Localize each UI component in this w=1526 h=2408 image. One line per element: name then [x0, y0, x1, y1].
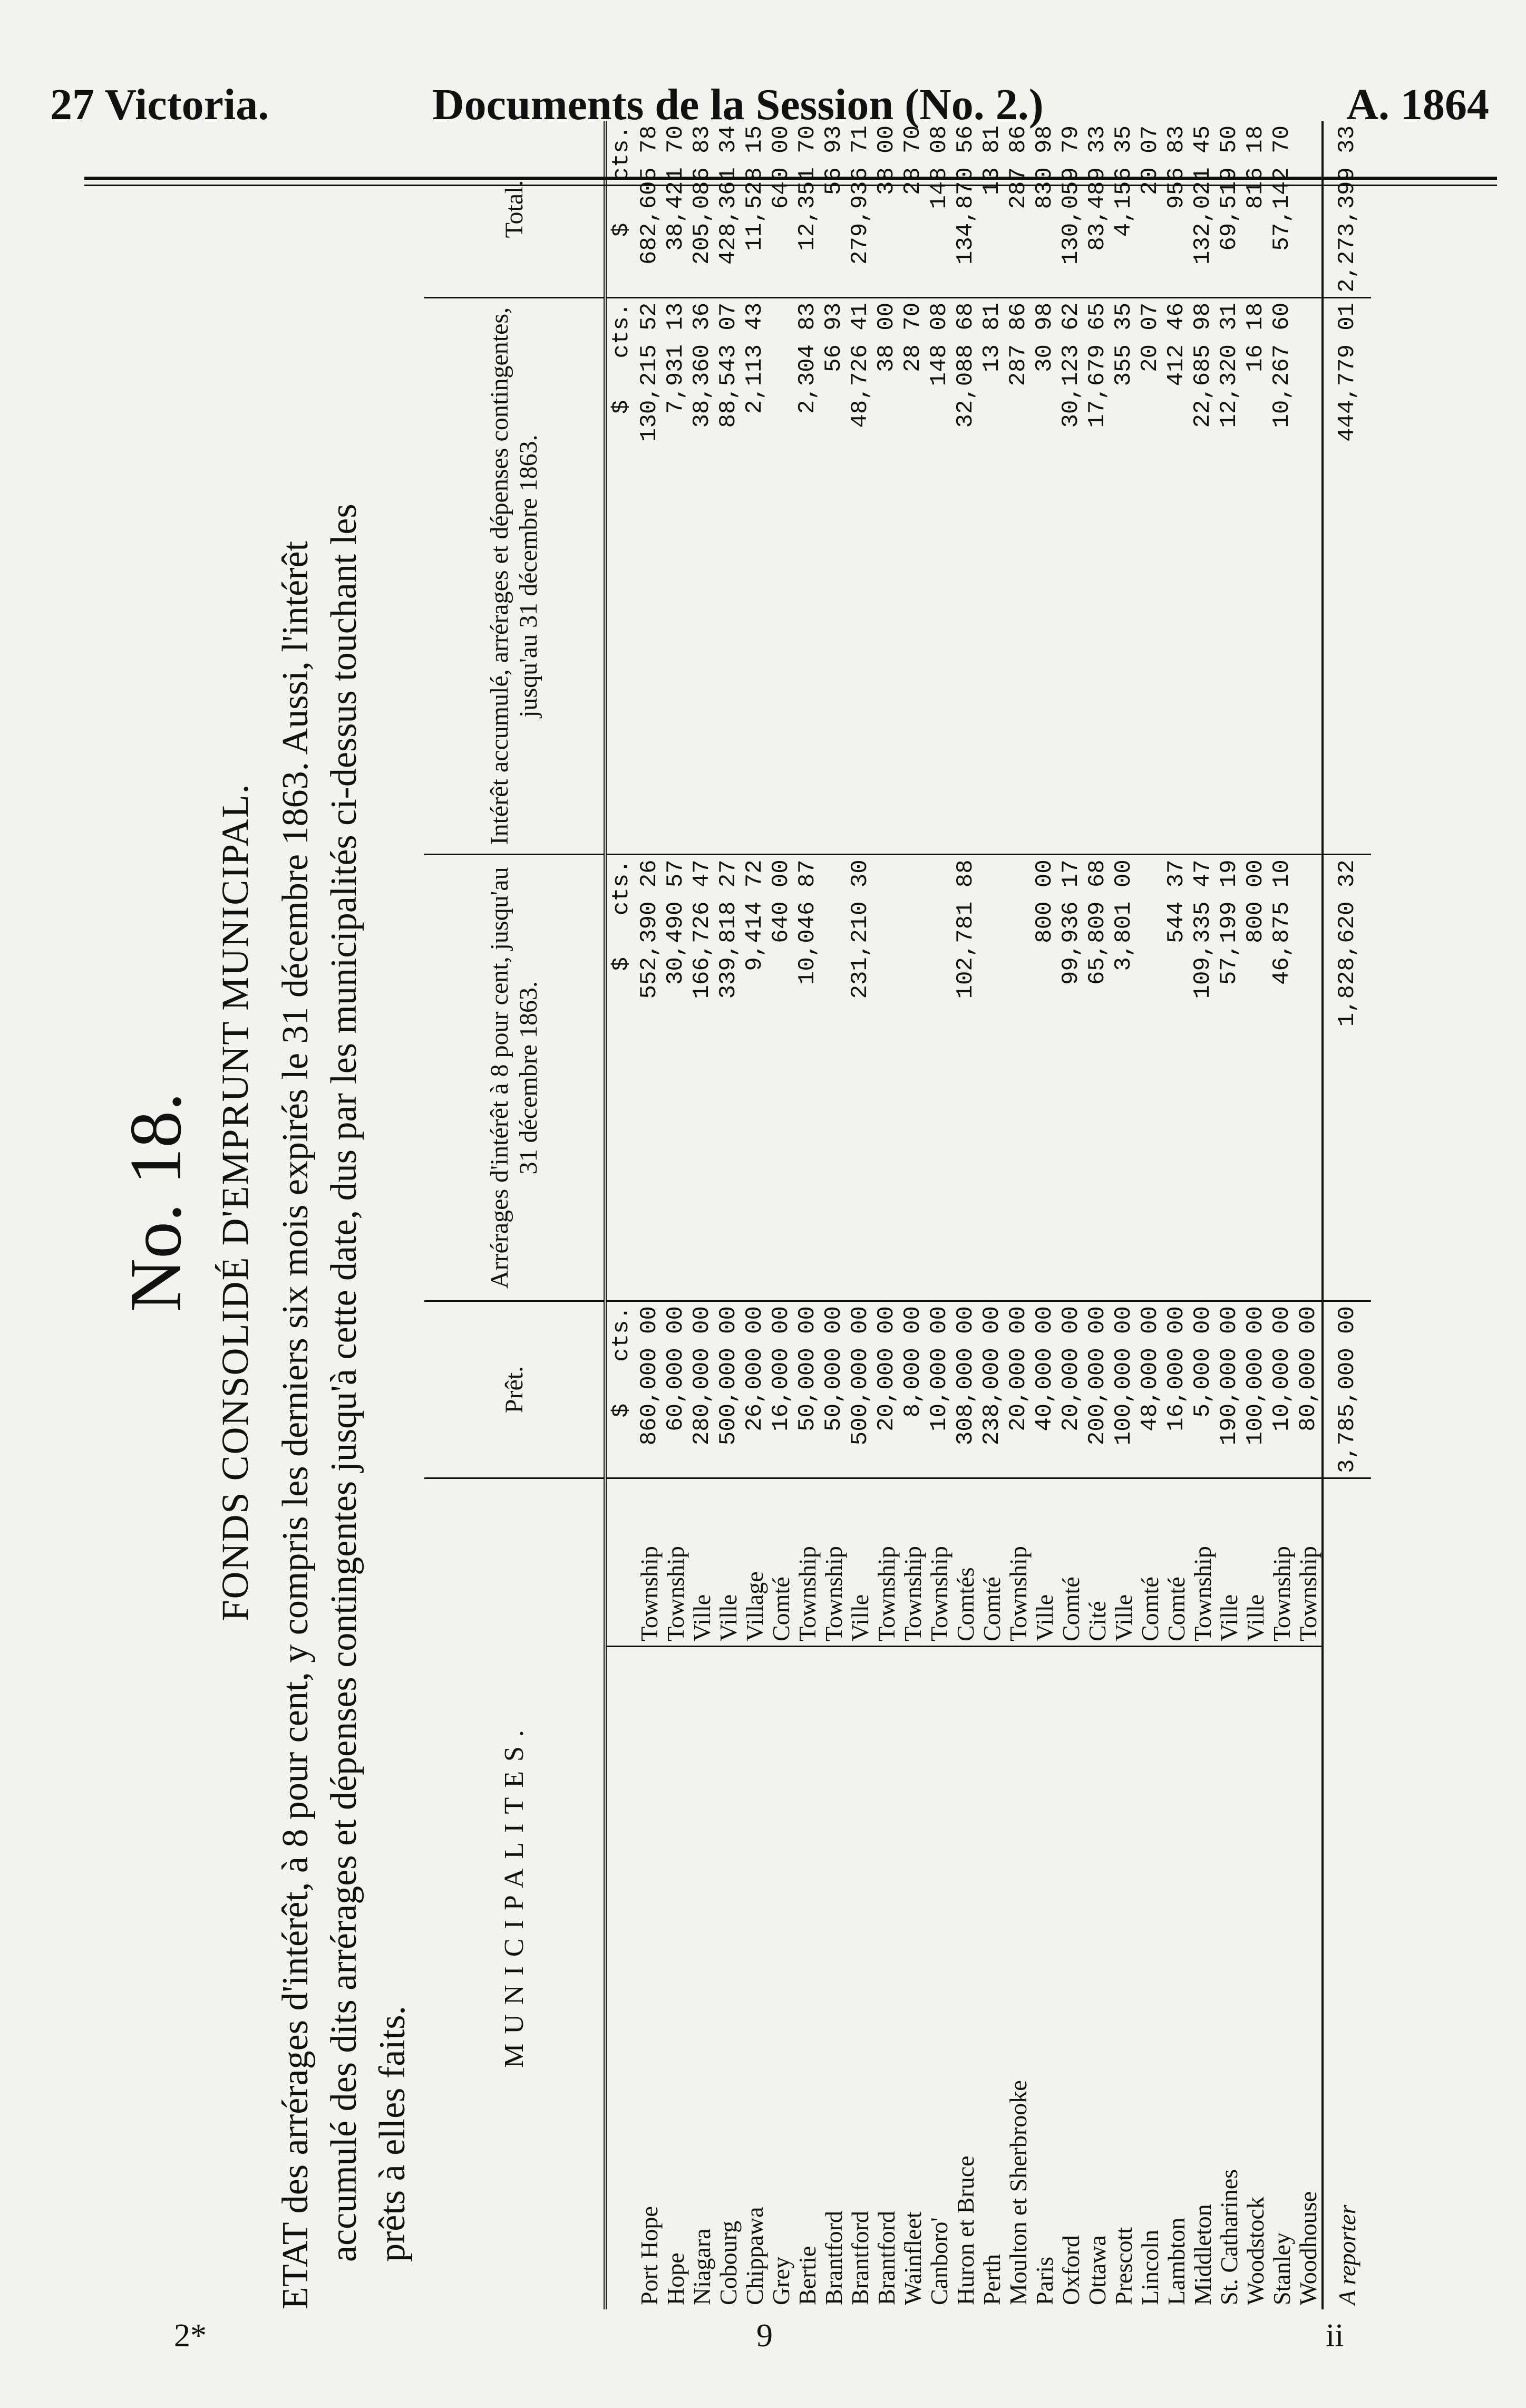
row-arrerages: 109,335 47: [1190, 855, 1216, 1301]
table-row: [821, 121, 847, 2309]
row-arrerages: 57,199 19: [1216, 855, 1242, 1301]
row-pret: 50,000 00: [794, 1301, 821, 1478]
row-kind: Ville: [1032, 1478, 1058, 1647]
row-total: [1295, 121, 1323, 297]
row-total: 279,936 71: [847, 121, 873, 297]
row-interet: 30,123 62: [1058, 297, 1084, 855]
row-pret: 500,000 00: [847, 1301, 873, 1478]
row-pret: 50,000 00: [821, 1301, 847, 1478]
row-total: 13 81: [979, 121, 1005, 297]
row-kind: Comté: [768, 1478, 794, 1647]
row-arrerages: 800 00: [1242, 855, 1269, 1301]
units-total: $ cts.: [605, 121, 636, 297]
description-line-1: ETAT des arrérages d'intérêt, à 8 pour cent, y compris les derniers six mois expirés le 31 décembre 1863. Aussi, l'intérêt: [275, 540, 316, 2309]
row-name: Wainfleet: [899, 2211, 926, 2305]
row-interet: 148 08: [926, 297, 952, 855]
row-name: St. Catharines: [1216, 2169, 1242, 2305]
row-arrerages: [821, 855, 847, 1301]
row-kind: Comté: [1163, 1478, 1190, 1647]
footer-left: 2*: [174, 2318, 207, 2354]
row-pret: 16,000 00: [768, 1301, 794, 1478]
units-arr: $ cts.: [605, 855, 636, 1301]
row-interet: 22,685 98: [1190, 297, 1216, 855]
row-arrerages: 102,781 88: [952, 855, 979, 1301]
row-name: Perth: [978, 2254, 1005, 2305]
row-name: Niagara: [688, 2228, 715, 2305]
row-total: 4,156 35: [1111, 121, 1137, 297]
table-row: [1295, 121, 1323, 2309]
row-total: 12,351 70: [794, 121, 821, 297]
row-total: 148 08: [926, 121, 952, 297]
row-arrerages: 9,414 72: [742, 855, 768, 1301]
row-kind: Comté: [1058, 1478, 1084, 1647]
row-name: Grey: [767, 2257, 794, 2305]
row-total: 816 18: [1242, 121, 1269, 297]
table-row: [1216, 121, 1242, 2309]
row-pret: 238,000 00: [979, 1301, 1005, 1478]
row-total: 69,519 50: [1216, 121, 1242, 297]
row-name: Bertie: [794, 2246, 821, 2305]
row-name: Woodstock: [1242, 2197, 1269, 2305]
row-interet: 88,543 07: [715, 297, 742, 855]
total-total: 2,273,399 33: [1323, 121, 1371, 297]
row-name: Canboro': [926, 2217, 952, 2305]
row-kind: Ville: [1111, 1478, 1137, 1647]
header-total: Total.: [424, 121, 605, 297]
row-arrerages: [1005, 855, 1032, 1301]
row-arrerages: [873, 855, 900, 1301]
row-pret: 20,000 00: [1058, 1301, 1084, 1478]
table-row: [768, 121, 794, 2309]
header-left: 27 Victoria.: [50, 80, 269, 129]
table-row: [1163, 121, 1190, 2309]
row-kind: Township: [926, 1478, 952, 1647]
row-name: Port Hope: [636, 2206, 663, 2305]
table-row: [1111, 121, 1137, 2309]
row-name: Middleton: [1189, 2204, 1216, 2305]
table-row: [742, 121, 768, 2309]
row-name: Stanley: [1268, 2232, 1295, 2305]
row-total: 130,059 79: [1058, 121, 1084, 297]
table-row: [636, 121, 663, 2309]
row-total: 20 07: [1137, 121, 1163, 297]
row-pret: 190,000 00: [1216, 1301, 1242, 1478]
row-interet: 28 70: [900, 297, 926, 855]
row-pret: 20,000 00: [873, 1301, 900, 1478]
row-name: Moulton et Sherbrooke: [1005, 2080, 1032, 2305]
table-row: [1084, 121, 1111, 2309]
row-total: 28 70: [900, 121, 926, 297]
row-name: Lambton: [1163, 2217, 1190, 2305]
row-kind: Township: [636, 1478, 663, 1647]
row-kind: Cité: [1084, 1478, 1111, 1647]
row-name: Paris: [1031, 2257, 1058, 2305]
row-interet: 412 46: [1163, 297, 1190, 855]
row-kind: Ville: [1216, 1478, 1242, 1647]
row-name: Huron et Bruce: [952, 2155, 979, 2305]
row-arrerages: [1295, 855, 1323, 1301]
row-pret: 10,000 00: [1269, 1301, 1295, 1478]
row-interet: 38 00: [873, 297, 900, 855]
row-interet: 38,360 36: [689, 297, 715, 855]
row-pret: 80,000 00: [1295, 1301, 1323, 1478]
table-body: [605, 121, 1371, 2309]
total-row: [1323, 121, 1371, 2309]
row-kind: Township: [1190, 1478, 1216, 1647]
row-arrerages: 640 00: [768, 855, 794, 1301]
row-pret: 60,000 00: [663, 1301, 689, 1478]
total-label: A reporter: [1323, 1478, 1371, 2310]
row-interet: 17,679 65: [1084, 297, 1111, 855]
table-row: [689, 121, 715, 2309]
row-interet: 7,931 13: [663, 297, 689, 855]
row-kind: Township: [1295, 1478, 1323, 1647]
row-pret: 100,000 00: [1242, 1301, 1269, 1478]
row-name: Hope: [662, 2252, 689, 2305]
row-kind: Township: [794, 1478, 821, 1647]
row-kind: Comté: [1137, 1478, 1163, 1647]
row-kind: Ville: [1242, 1478, 1269, 1647]
row-name: Chippawa: [741, 2207, 768, 2305]
row-kind: Ville: [715, 1478, 742, 1647]
description-line-2: accumulé des dits arrérages et dépenses contingentes jusqu'à cette date, dus par les municipalités ci-dessus touchant les: [324, 504, 364, 2262]
row-total: 134,870 56: [952, 121, 979, 297]
header-arrerages: Arrérages d'intérêt à 8 pour cent, jusqu'au 31 décembre 1863.: [424, 855, 605, 1301]
row-name: Ottawa: [1084, 2235, 1111, 2305]
row-total: 38 00: [873, 121, 900, 297]
units-row: [605, 121, 636, 2309]
row-total: 205,086 83: [689, 121, 715, 297]
row-interet: 130,215 52: [636, 297, 663, 855]
table-row: [1058, 121, 1084, 2309]
table-row: [1005, 121, 1032, 2309]
row-pret: 5,000 00: [1190, 1301, 1216, 1478]
row-name: Lincoln: [1136, 2229, 1163, 2305]
table-row: [873, 121, 900, 2309]
table-row: [847, 121, 873, 2309]
row-pret: 48,000 00: [1137, 1301, 1163, 1478]
row-arrerages: 800 00: [1032, 855, 1058, 1301]
row-total: 287 86: [1005, 121, 1032, 297]
row-interet: 287 86: [1005, 297, 1032, 855]
row-interet: 2,113 43: [742, 297, 768, 855]
row-pret: 8,000 00: [900, 1301, 926, 1478]
row-arrerages: 544 37: [1163, 855, 1190, 1301]
row-total: 83,489 33: [1084, 121, 1111, 297]
rotated-page-body: [113, 95, 1421, 2309]
description-line-3: prêts à elles faits.: [372, 2006, 413, 2262]
header-pret: Prêt.: [424, 1301, 605, 1478]
row-total: 428,361 34: [715, 121, 742, 297]
table-row: [1242, 121, 1269, 2309]
row-interet: 10,267 60: [1269, 297, 1295, 855]
header-interet: Intérêt accumulé, arrérages et dépenses contingentes, jusqu'au 31 décembre 1863.: [424, 297, 605, 855]
table-row: [979, 121, 1005, 2309]
table-row: [952, 121, 979, 2309]
row-kind: Comtés: [952, 1478, 979, 1647]
row-pret: 200,000 00: [1084, 1301, 1111, 1478]
row-kind: Township: [1269, 1478, 1295, 1647]
table-row: [715, 121, 742, 2309]
row-name: Woodhouse: [1295, 2191, 1321, 2305]
row-total: 132,021 45: [1190, 121, 1216, 297]
row-interet: 32,088 68: [952, 297, 979, 855]
table-row: [1137, 121, 1163, 2309]
row-kind: Township: [821, 1478, 847, 1647]
row-kind: Township: [900, 1478, 926, 1647]
row-total: 38,421 70: [663, 121, 689, 297]
row-interet: 20 07: [1137, 297, 1163, 855]
row-interet: 355 35: [1111, 297, 1137, 855]
description: [271, 121, 417, 2309]
units-int: $ cts.: [605, 297, 636, 855]
document-subtitle: FONDS CONSOLIDÉ D'EMPRUNT MUNICIPAL.: [214, 783, 256, 1621]
row-pret: 860,000 00: [636, 1301, 663, 1478]
row-pret: 26,000 00: [742, 1301, 768, 1478]
table-row: [663, 121, 689, 2309]
row-arrerages: 3,801 00: [1111, 855, 1137, 1301]
row-kind: Village: [742, 1478, 768, 1647]
row-arrerages: [979, 855, 1005, 1301]
row-kind: Township: [873, 1478, 900, 1647]
row-arrerages: 339,818 27: [715, 855, 742, 1301]
header-right: A. 1864: [1346, 80, 1489, 129]
table-header-row: [424, 121, 605, 2309]
row-total: 640 00: [768, 121, 794, 297]
row-interet: 48,726 41: [847, 297, 873, 855]
row-pret: 10,000 00: [926, 1301, 952, 1478]
row-interet: 13 81: [979, 297, 1005, 855]
municipal-loan-table: [424, 121, 1371, 2309]
total-pret: 3,785,000 00: [1323, 1301, 1371, 1478]
row-pret: 40,000 00: [1032, 1301, 1058, 1478]
footer-right: ii: [1326, 2318, 1344, 2354]
table-row: [926, 121, 952, 2309]
row-total: 57,142 70: [1269, 121, 1295, 297]
row-total: 11,528 15: [742, 121, 768, 297]
row-interet: [768, 297, 794, 855]
table-row: [794, 121, 821, 2309]
row-pret: 100,000 00: [1111, 1301, 1137, 1478]
row-kind: Township: [663, 1478, 689, 1647]
row-total: 956 83: [1163, 121, 1190, 297]
row-arrerages: 65,809 68: [1084, 855, 1111, 1301]
row-interet: 30 98: [1032, 297, 1058, 855]
row-pret: 308,000 00: [952, 1301, 979, 1478]
row-arrerages: 30,490 57: [663, 855, 689, 1301]
row-arrerages: 552,390 26: [636, 855, 663, 1301]
row-kind: Township: [1005, 1478, 1032, 1647]
row-interet: 56 93: [821, 297, 847, 855]
row-name: Oxford: [1057, 2235, 1084, 2305]
row-interet: 2,304 83: [794, 297, 821, 855]
row-interet: 12,320 31: [1216, 297, 1242, 855]
row-arrerages: [900, 855, 926, 1301]
table-row: [900, 121, 926, 2309]
table-row: [1032, 121, 1058, 2309]
row-pret: 500,000 00: [715, 1301, 742, 1478]
row-interet: [1295, 297, 1323, 855]
table-row: [1190, 121, 1216, 2309]
row-kind: Ville: [847, 1478, 873, 1647]
row-arrerages: [1137, 855, 1163, 1301]
row-interet: 16 18: [1242, 297, 1269, 855]
row-pret: 280,000 00: [689, 1301, 715, 1478]
row-pret: 16,000 00: [1163, 1301, 1190, 1478]
row-name: Prescott: [1110, 2227, 1137, 2305]
document-number: No. 18.: [115, 1092, 197, 1312]
row-kind: Comté: [979, 1478, 1005, 1647]
units-pret: $ cts.: [605, 1301, 636, 1478]
row-arrerages: 99,936 17: [1058, 855, 1084, 1301]
row-total: 830 98: [1032, 121, 1058, 297]
row-total: 682,605 78: [636, 121, 663, 297]
row-arrerages: [926, 855, 952, 1301]
header-center: Documents de la Session (No. 2.): [432, 80, 1044, 129]
row-arrerages: 46,875 10: [1269, 855, 1295, 1301]
row-kind: Ville: [689, 1478, 715, 1647]
row-arrerages: 231,210 30: [847, 855, 873, 1301]
row-name: Brantford: [820, 2211, 847, 2305]
total-arrerages: 1,828,620 32: [1323, 855, 1371, 1301]
row-name: Brantford: [873, 2211, 900, 2305]
row-total: 56 93: [821, 121, 847, 297]
row-pret: 20,000 00: [1005, 1301, 1032, 1478]
row-name: Cobourg: [715, 2220, 742, 2305]
row-arrerages: 10,046 87: [794, 855, 821, 1301]
header-municipalites: MUNICIPALITES.: [424, 1478, 605, 2310]
row-arrerages: 166,726 47: [689, 855, 715, 1301]
footer-center: 9: [756, 2318, 773, 2354]
row-name: Brantford: [847, 2211, 873, 2305]
total-interet: 444,779 01: [1323, 297, 1371, 855]
table-row: [1269, 121, 1295, 2309]
